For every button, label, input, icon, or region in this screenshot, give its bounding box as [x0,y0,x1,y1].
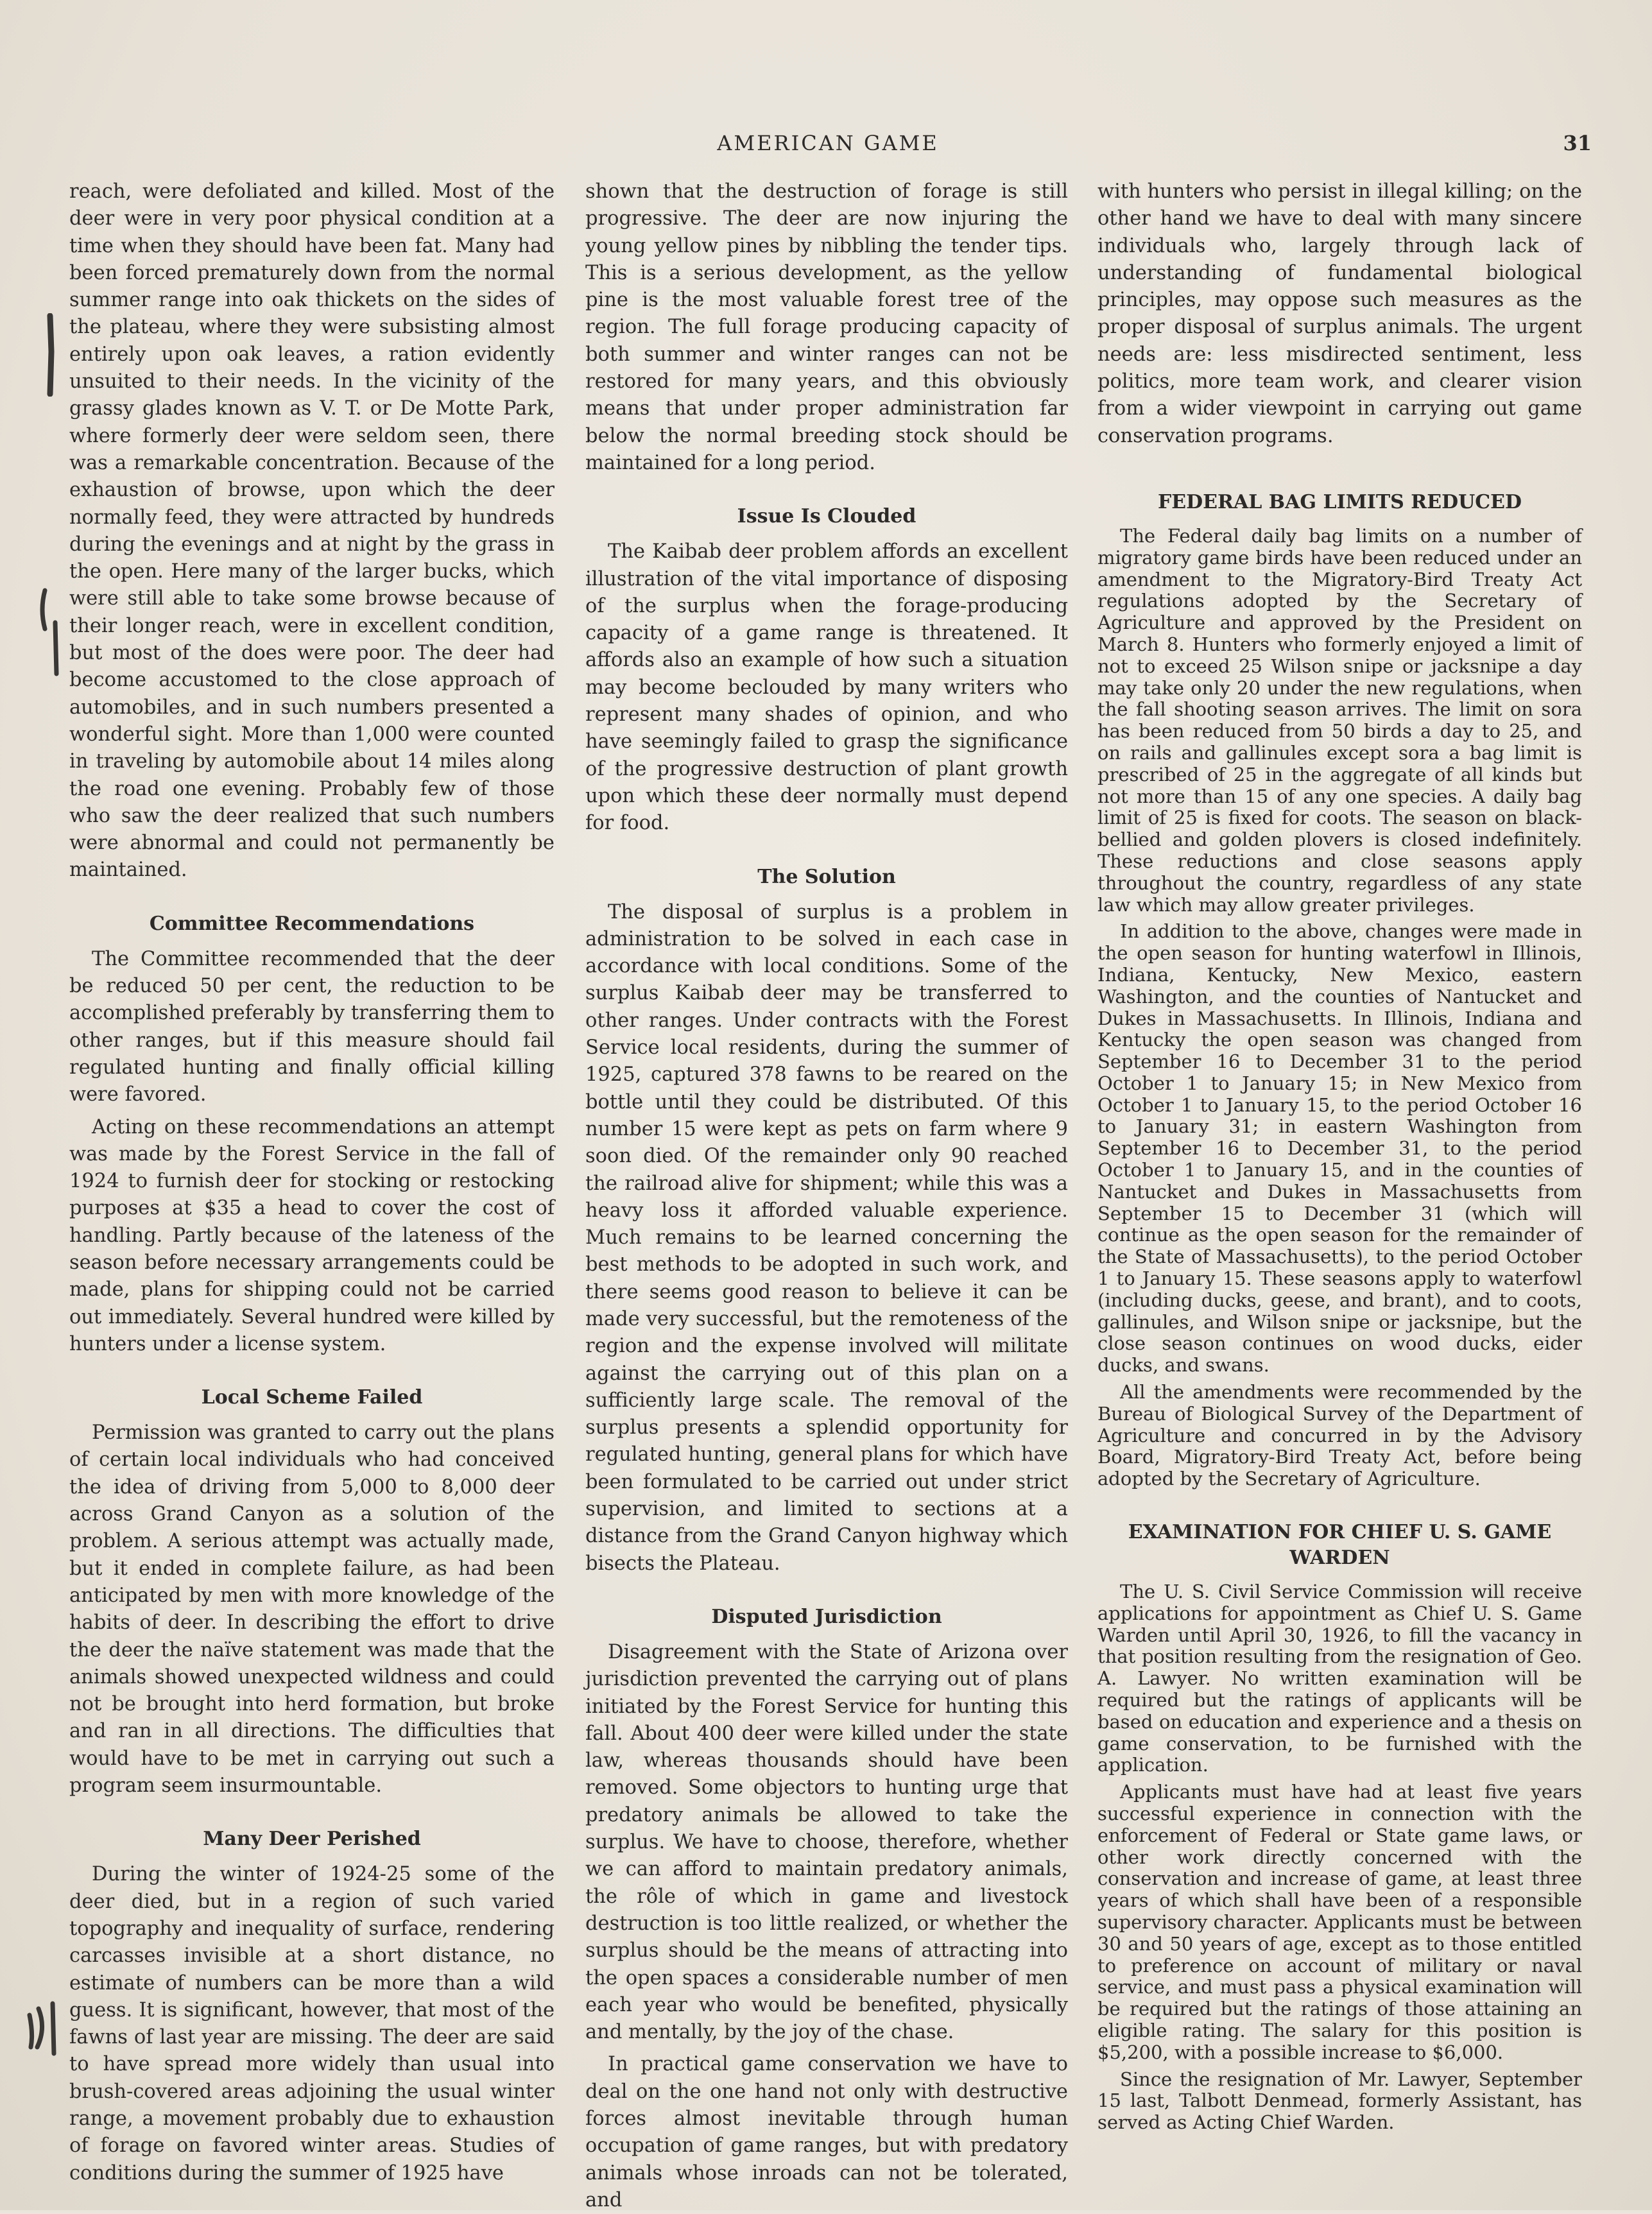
section-heading: Disputed Jurisdiction [711,1605,942,1628]
paragraph: Applicants must have had at least five years successful experience in connection with the enforcement of Federal or State game laws, or other work directly concerned with the conservation and increase of game, at least three years of which shall have been of a responsible supervisory character. Applicants must be between 30 and 50 years of age, except as to those entitled to preference on account of military or naval service, and must pass a physical examination will be required but the ratings of those attaining an eligible rating. The salary for this position is $5,200, with a possible increase to $6,000. [1097,1781,1582,2063]
paragraph: The Federal daily bag limits on a number of migratory game birds have been reduced under an amendment to the Migratory-Bird Treaty Act regulations adopted by the Secretary of Agriculture and approved by the President on March 8. Hunters who formerly enjoyed a limit of not to exceed 25 Wilson snipe or jacksnipe a day may take only 20 under the new regulations, when the fall shooting season arrives. The limit on sora has been reduced from 50 birds a day to 25, and on rails and gallinules except sora a bag limit is prescribed of 25 in the aggregate of all kinds but not more than 15 of any one species. A daily bag limit of 25 is fixed for coots. The season on black-bellied and golden plovers is closed indefinitely. These reductions and close seasons apply throughout the country, regardless of any state law which may allow greater privileges. [1097,524,1582,916]
section-heading: Committee Recommendations [149,912,475,935]
section-heading: Local Scheme Failed [201,1386,423,1409]
section-heading: Many Deer Perished [203,1828,421,1851]
pencil-margin-mark [24,1996,63,2060]
section-heading: The Solution [757,865,896,888]
paragraph: The disposal of surplus is a problem in administration to be solved in each case in accordance with local conditions. Some of the surplus Kaibab deer may be transferred to other ranges. Under contracts with the Forest Service local residents, during the summer of 1925, captured 378 fawns to be reared on the bottle until they could be distributed. Of this number 15 were kept as pets on farm where 9 soon died. Of the remainder only 90 reached the railroad alive for shipment; while this was a heavy loss it afforded valuable experience. Much remains to be learned concerning the best methods to be adopted in such work, and there seems good reason to believe it can be made very successful, but the remoteness of the region and the expense involved will militate against the carrying out of this plan on a sufficiently large scale. The removal of the surplus presents a splendid opportunity for regulated hunting, general plans for which have been formulated to be carried out under strict supervision, and limited to sections at a distance from the Grand Canyon highway which bisects the Plateau. [585,900,1068,1575]
paragraph: The Kaibab deer problem affords an excellent illustration of the vital importance of disposing of the surplus when the forage-producing capacity of a game range is threatened. It affords also an example of how such a situation may become beclouded by many writers who represent many shades of opinion, and who have seemingly failed to grasp the significance of the progressive destruction of plant growth upon which these deer normally must depend for food. [585,540,1068,835]
section-heading: FEDERAL BAG LIMITS REDUCED [1157,490,1522,513]
column-2 [585,178,1068,2211]
section-heading: EXAMINATION FOR CHIEF U. S. GAME WARDEN [1128,1521,1552,1570]
journal-title: AMERICAN GAME [717,131,939,155]
paragraph: The Committee recommended that the deer be reduced 50 per cent, the reduction to be accomplished preferably by transferring them to other ranges, but if this measure should fail regulated hunting and finally official killing were favored. [69,947,555,1106]
pencil-margin-mark [39,584,64,680]
paragraph: reach, were defoliated and killed. Most of the deer were in very poor physical condition at a time when they should have been fat. Many had been forced prematurely down from the normal summer range into oak thickets on the sides of the plateau, where they were subsisting almost entirely upon oak leaves, a ration evidently unsuited to their needs. In the vicinity of the grassy glades known as V. T. or De Motte Park, where formerly deer were seldom seen, there was a remarkable concentration. Because of the exhaustion of browse, upon which the deer normally feed, they were attracted by hundreds during the evenings and at night by the grass in the open. Here many of the larger bucks, which were still able to take some browse because of their longer reach, were in excellent condition, but most of the does were poor. The deer had become accustomed to the close approach of automobiles, and in such numbers presented a wonderful sight. More than 1,000 were counted in traveling by automobile about 14 miles along the road one evening. Probably few of those who saw the deer realized that such numbers were abnormal and could not permanently be maintained. [69,180,555,882]
paragraph: Disagreement with the State of Arizona over jurisdiction prevented the carrying out of plans initiated by the Forest Service for hunting this fall. About 400 deer were killed under the state law, whereas thousands should have been removed. Some objectors to hunting urge that predatory animals be allowed to take the surplus. We have to choose, therefore, whether we can afford to maintain predatory animals, the rôle of which in game and livestock destruction is too little realized, or whether the surplus should be the means of attracting into the open spaces a considerable number of men each year who would be benefited, physically and mentally, by the joy of the chase. [585,1640,1068,2044]
page-number: 31 [1563,131,1592,155]
paragraph: In practical game conservation we have to deal on the one hand not only with destructive forces almost inevitable through human occupation of game ranges, but with predatory animals whose inroads can not be tolerated, and [585,2053,1068,2211]
pencil-margin-mark [42,313,58,397]
paragraph: The U. S. Civil Service Commission will receive applications for appointment as Chief U. S. Game Warden until April 30, 1926, to fill the vacancy in that position resulting from the resignation of Geo. A. Lawyer. No written examination will be required but the ratings of applicants will be based on education and experience and a thesis on game conservation, to be furnished with the application. [1097,1581,1582,1776]
paragraph: shown that the destruction of forage is still progressive. The deer are now injuring the young yellow pines by nibbling the tender tips. This is a serious development, as the yellow pine is the most valuable forest tree of the region. The full forage producing capacity of both summer and winter ranges can not be restored for many years, and this obviously means that under proper administration far below the normal breeding stock should be maintained for a long period. [585,180,1068,474]
paragraph: Since the resignation of Mr. Lawyer, September 15 last, Talbott Denmead, formerly Assistant, has served as Acting Chief Warden. [1097,2068,1582,2134]
paragraph: Acting on these recommendations an attempt was made by the Forest Service in the fall of 1924 to furnish deer for stocking or restocking purposes at $35 a head to cover the cost of handling. Partly because of the lateness of the season before necessary arrangements could be made, plans for shipping could not be carried out immediately. Several hundred were killed by hunters under a license system. [69,1115,555,1355]
section-heading: Issue Is Clouded [737,505,916,528]
column-1 [69,178,555,2184]
paragraph: All the amendments were recommended by the Bureau of Biological Survey of the Department of Agriculture and concurred in by the Advisory Board, Migratory-Bird Treaty Act, before being adopted by the Secretary of Agriculture. [1097,1381,1582,1490]
paragraph: During the winter of 1924-25 some of the deer died, but in a region of such varied topography and inequality of surface, rendering carcasses invisible at a short distance, no estimate of numbers can be more than a wild guess. It is significant, however, that most of the fawns of last year are missing. The deer are said to have spread more widely than usual into brush-covered areas adjoining the usual winter range, a movement probably due to exhaustion of forage on favored winter areas. Studies of conditions during the summer of 1925 have [69,1863,555,2184]
paragraph: with hunters who persist in illegal killing; on the other hand we have to deal with many sincere individuals who, largely through lack of understanding of fundamental biological principles, may oppose such measures as the proper disposal of surplus animals. The urgent needs are: less misdirected sentiment, less politics, more team work, and clearer vision from a wider viewpoint in carrying out game conservation programs. [1097,180,1582,447]
page-header [64,128,1592,160]
paragraph: In addition to the above, changes were made in the open season for hunting waterfowl in Illinois, Indiana, Kentucky, New Mexico, eastern Washington, and the counties of Nantucket and Dukes in Massachusetts. In Illinois, Indiana and Kentucky the open season was changed from September 16 to December 31 to the period October 1 to January 15; in New Mexico from October 1 to January 15, to the period October 16 to January 31; in eastern Washington from September 16 to December 31, to the period October 1 to January 15, and in the counties of Nantucket and Dukes in Massachusetts from September 15 to December 31 (which will continue as the open season for the remainder of the State of Massachusetts), to the period October 1 to January 15. These seasons apply to waterfowl (including ducks, geese, and brant), and to coots, gallinules, and Wilson snipe or jacksnipe, but the close season continues on wood ducks, eider ducks, and swans. [1097,920,1582,1377]
paragraph: Permission was granted to carry out the plans of certain local individuals who had conceived the idea of driving from 5,000 to 8,000 deer across Grand Canyon as a solution of the problem. A serious attempt was actually made, but it ended in complete failure, as had been anticipated by men with more knowledge of the habits of deer. In describing the effort to drive the deer the naïve statement was made that the animals showed unexpected wildness and could not be brought into herd formation, but broke and ran in all directions. The difficulties that would have to be met in carrying out such a program seem insurmountable. [69,1421,555,1798]
column-3 [1097,178,1582,2181]
